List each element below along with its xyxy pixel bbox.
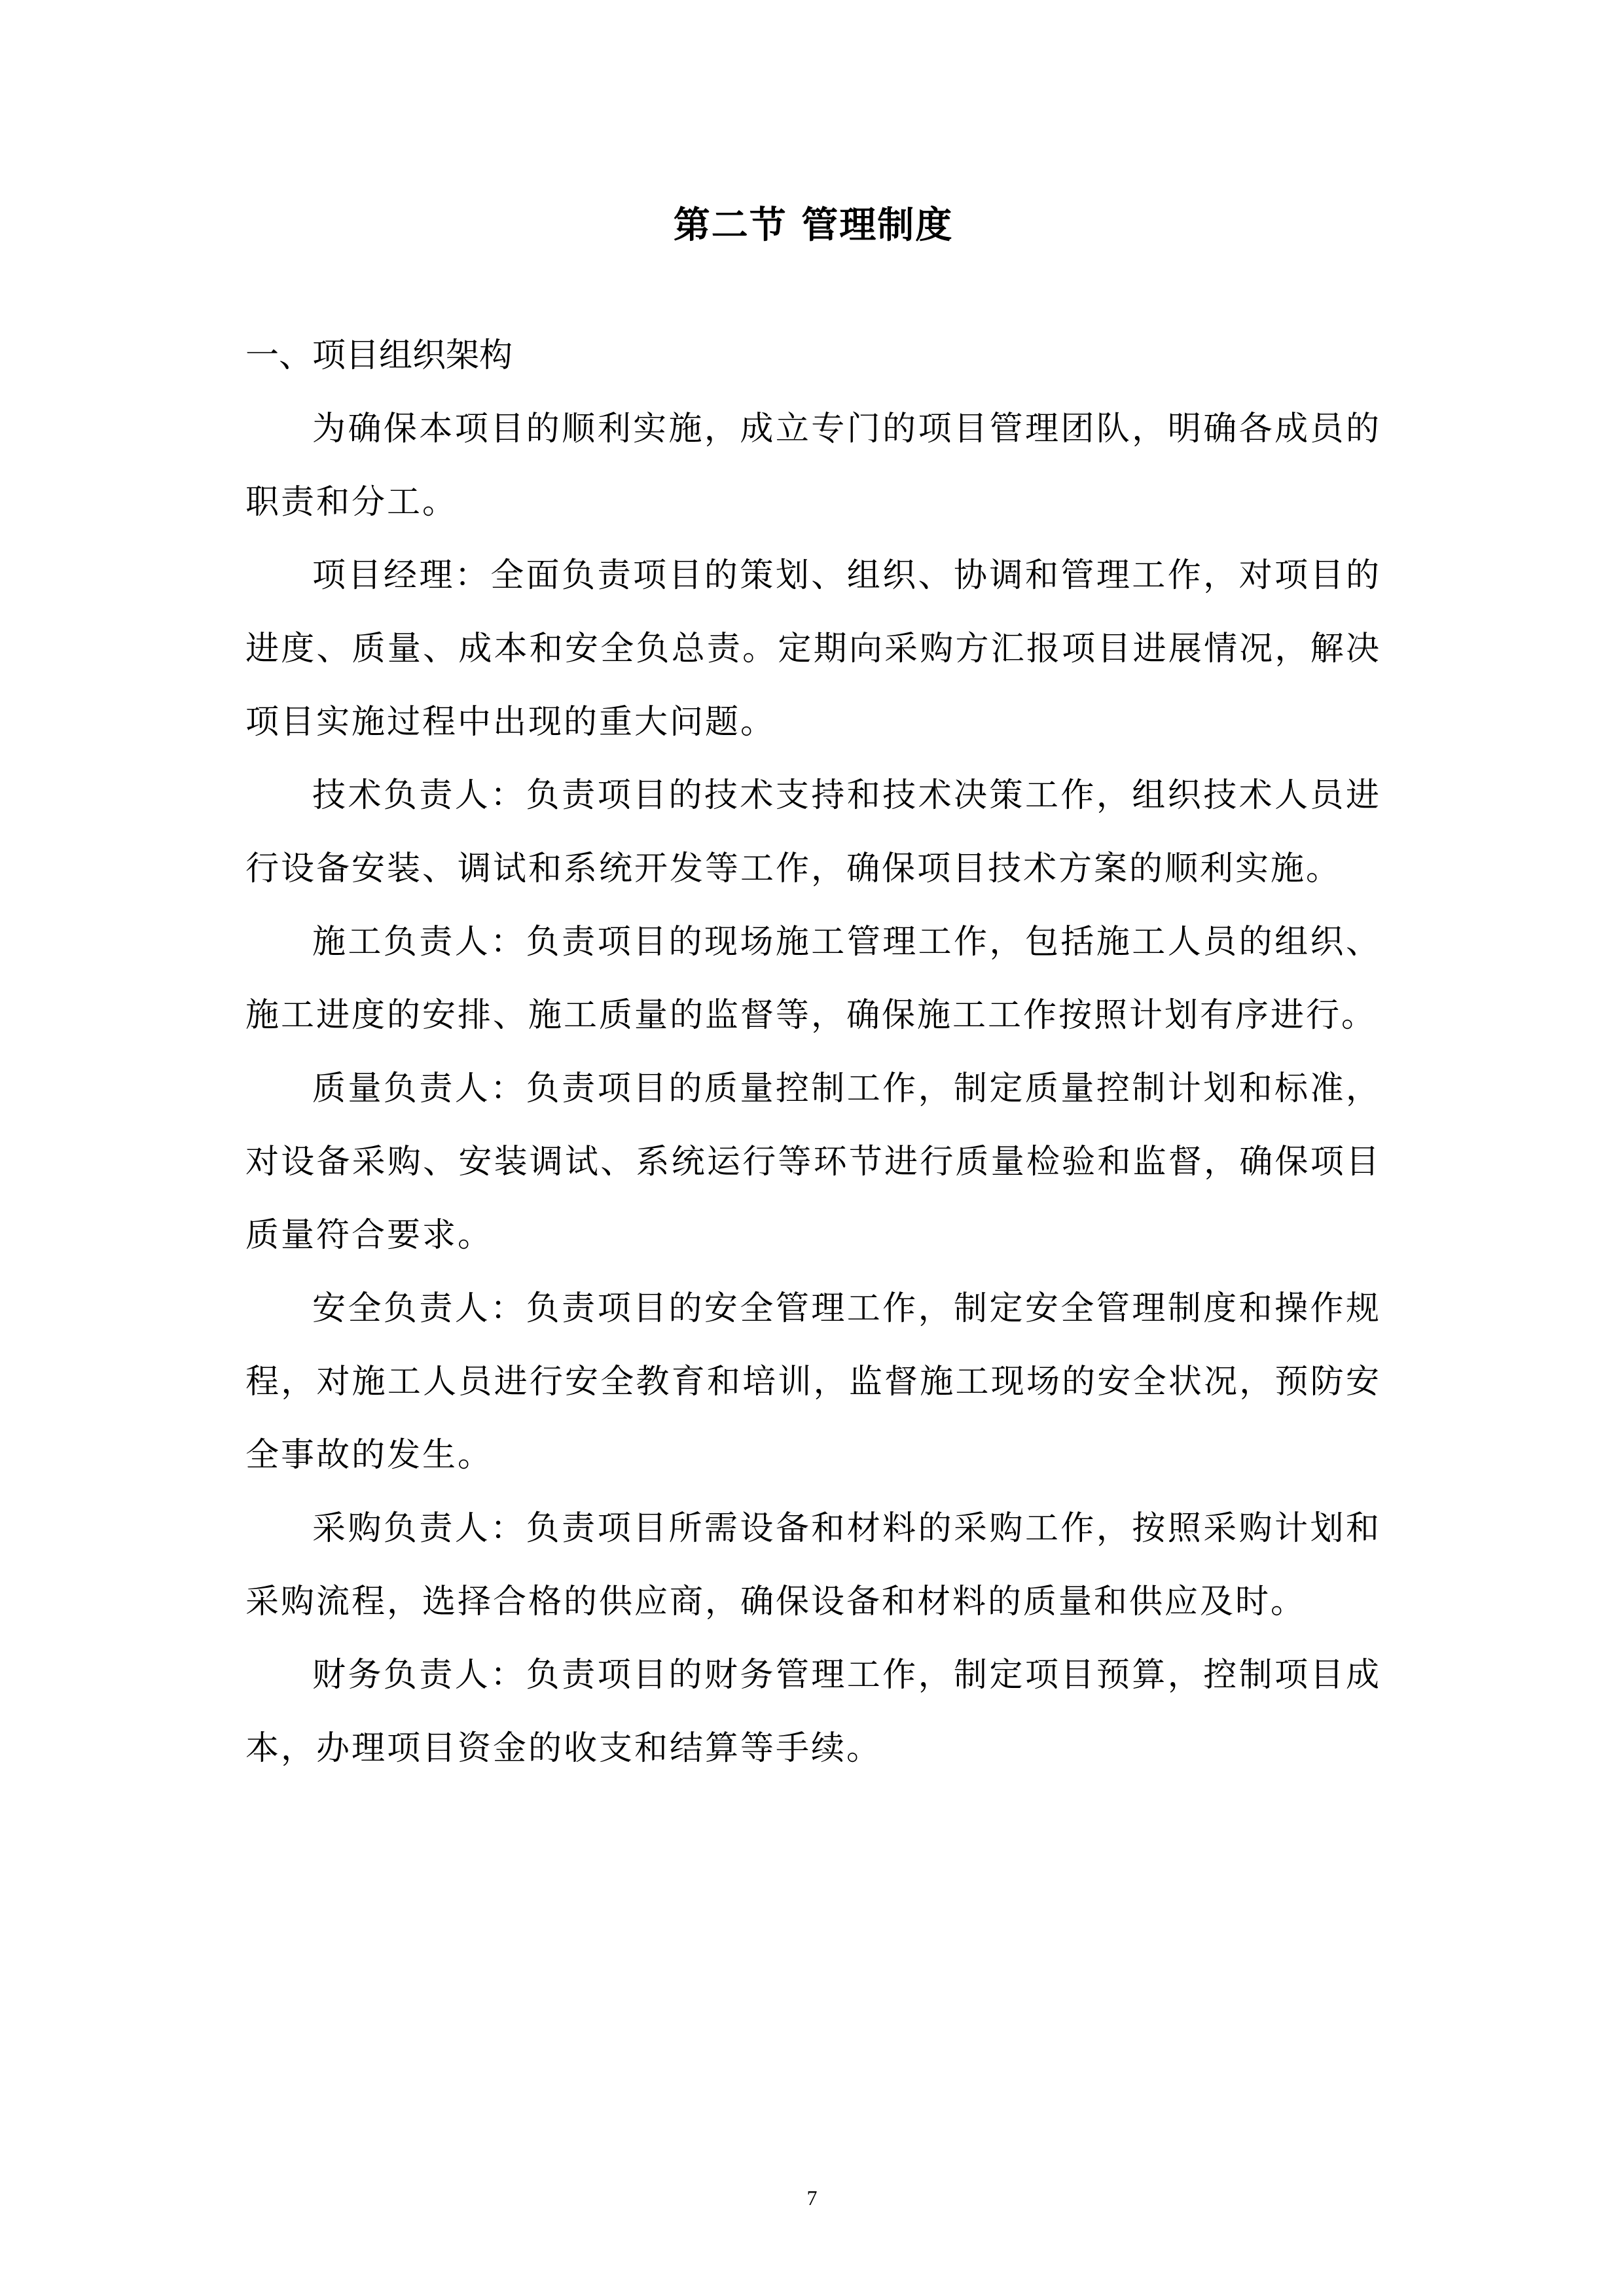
paragraph-quality-lead: 质量负责人：负责项目的质量控制工作，制定质量控制计划和标准，对设备采购、安装调试、系统运行等环节进行质量检验和监督，确保项目质量符合要求。 [245, 1069, 1381, 1255]
section-title: 第二节 管理制度 [673, 204, 954, 247]
paragraph-intro: 为确保本项目的顺利实施，成立专门的项目管理团队，明确各成员的职责和分工。 [245, 410, 1381, 522]
paragraph-technical-lead: 技术负责人：负责项目的技术支持和技术决策工作，组织技术人员进行设备安装、调试和系统开发等工作，确保项目技术方案的顺利实施。 [245, 776, 1381, 888]
paragraph-project-manager: 项目经理：全面负责项目的策划、组织、协调和管理工作，对项目的进度、质量、成本和安全负总责。定期向采购方汇报项目进展情况，解决项目实施过程中出现的重大问题。 [245, 556, 1381, 742]
paragraph-construction-lead: 施工负责人：负责项目的现场施工管理工作，包括施工人员的组织、施工进度的安排、施工质量的监督等，确保施工工作按照计划有序进行。 [245, 923, 1381, 1035]
paragraph-finance-lead: 财务负责人：负责项目的财务管理工作，制定项目预算，控制项目成本，办理项目资金的收支和结算等手续。 [245, 1656, 1381, 1768]
page-number: 7 [806, 2186, 818, 2210]
paragraph-safety-lead: 安全负责人：负责项目的安全管理工作，制定安全管理制度和操作规程，对施工人员进行安全教育和培训，监督施工现场的安全状况，预防安全事故的发生。 [245, 1289, 1381, 1475]
page-content [245, 185, 1381, 1785]
paragraph-procurement-lead: 采购负责人：负责项目所需设备和材料的采购工作，按照采购计划和采购流程，选择合格的供应商，确保设备和材料的质量和供应及时。 [245, 1509, 1381, 1621]
heading-project-organization: 一、项目组织架构 [245, 336, 513, 375]
